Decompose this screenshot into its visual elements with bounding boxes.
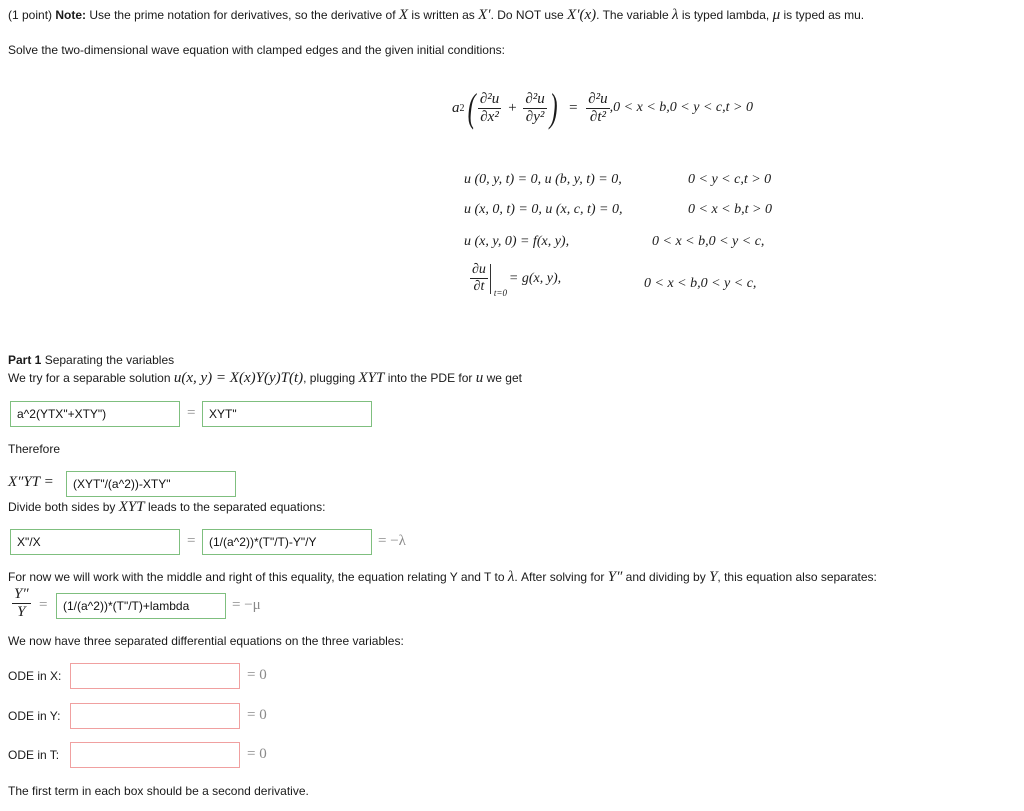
row2-label: X″YT = — [8, 474, 54, 490]
math-u: u — [475, 370, 484, 386]
equals-minus-lambda: = −λ — [378, 533, 406, 549]
three-odes-text: We now have three separated differential equations on the three variables: — [8, 634, 404, 648]
ode-t-input[interactable] — [70, 742, 240, 768]
equals-sign: = — [187, 405, 196, 421]
ode-t-eq: = 0 — [247, 746, 267, 762]
note-text-a: Use the prime notation for derivatives, so the derivative of — [89, 8, 396, 22]
part1-title: Part 1 — [8, 353, 42, 367]
note-text-b: is written as — [411, 8, 475, 22]
pde-right-input[interactable]: XYT" — [202, 401, 372, 427]
math-lambda: λ — [671, 7, 679, 23]
divide-text-b: leads to the separated equations: — [147, 500, 326, 514]
pde-a: a — [452, 99, 460, 116]
ic-1-domain: 0 < x < b,0 < y < c, — [652, 234, 765, 249]
equals-minus-mu: = −μ — [232, 597, 261, 613]
ic-1: u (x, y, 0) = f(x, y), — [464, 234, 570, 249]
ic-2 — [470, 262, 562, 298]
math-xyt: XYT — [358, 370, 385, 386]
left-paren: ( — [467, 85, 476, 130]
frac-num: ∂²u — [588, 90, 608, 107]
ode-x-input[interactable] — [70, 663, 240, 689]
math-xprime-x: X′(x) — [567, 7, 597, 23]
ode-y-eq: = 0 — [247, 707, 267, 723]
divide-line — [8, 499, 325, 516]
intro-text: Solve the two-dimensional wave equation with clamped edges and the given initial conditions: — [8, 43, 505, 57]
math-ypp: Y″ — [607, 569, 623, 585]
frac-num: ∂²u — [525, 90, 545, 107]
note-text-c: . Do NOT use — [490, 8, 564, 22]
bc-1-domain: 0 < y < c,t > 0 — [688, 172, 772, 187]
bc-2-domain: 0 < x < b,t > 0 — [688, 202, 772, 217]
ic-2-eq: = g(x, y), — [508, 270, 562, 286]
frac-den: ∂t — [470, 278, 488, 295]
text-a: We try for a separable solution — [8, 371, 171, 385]
fornow-line — [8, 569, 877, 586]
pde-eq: = — [568, 99, 579, 116]
pde-plus: + — [507, 99, 518, 116]
frac-den: ∂x² — [478, 108, 501, 126]
note-text-f: is typed as mu. — [783, 8, 865, 22]
pde-sq: 2 — [459, 102, 465, 114]
frac-uxx — [478, 91, 501, 126]
note-label: Note: — [55, 8, 87, 22]
math-mu: μ — [772, 7, 781, 23]
separated-middle-input[interactable]: (1/(a^2))*(T"/T)-Y"/Y — [202, 529, 372, 555]
math-y: Y — [709, 569, 718, 585]
x-double-prime-input[interactable]: (XYT"/(a^2))-XTY" — [66, 471, 236, 497]
ode-x-label: ODE in X: — [8, 669, 62, 683]
math-lambda: λ — [507, 569, 515, 585]
part1-subtitle: Separating the variables — [44, 353, 175, 367]
separable-line — [8, 370, 522, 387]
frac-uyy — [523, 91, 546, 126]
frac-den: ∂t² — [586, 108, 609, 126]
frac-utt — [586, 91, 609, 126]
equals-sign: = — [39, 597, 48, 613]
fornow-text-d: , this equation also separates: — [717, 570, 877, 584]
note-text-e: is typed lambda, — [681, 8, 770, 22]
text-c: into the PDE for — [387, 371, 473, 385]
pde-left-input[interactable]: a^2(YTX"+XTY") — [10, 401, 180, 427]
right-paren: ) — [549, 85, 558, 130]
separated-left-input[interactable]: X"/X — [10, 529, 180, 555]
math-xprime: X′ — [478, 7, 491, 23]
ode-t-label: ODE in T: — [8, 748, 60, 762]
frac-num: Y″ — [14, 586, 29, 602]
equals-sign: = — [187, 533, 196, 549]
note-text-d: . The variable — [596, 8, 669, 22]
text-b: , plugging — [303, 371, 356, 385]
ode-y-input[interactable] — [70, 703, 240, 729]
frac-ut — [470, 262, 488, 295]
frac-num: ∂u — [472, 262, 486, 277]
ode-y-label: ODE in Y: — [8, 709, 61, 723]
fornow-text-a: For now we will work with the middle and right of this equality, the equation relating Y and T to — [8, 570, 505, 584]
fornow-text-b: . After solving for — [514, 570, 605, 584]
eval-bar — [490, 264, 509, 298]
frac-ypp-y — [12, 586, 31, 621]
ode-x-eq: = 0 — [247, 667, 267, 683]
frac-den: Y — [12, 603, 31, 621]
fornow-text-c: and dividing by — [625, 570, 706, 584]
therefore-text: Therefore — [8, 442, 61, 456]
frac-y-over-y — [12, 586, 31, 621]
pde-domain: ,0 < x < b,0 < y < c,t > 0 — [609, 100, 753, 115]
math-x: X — [398, 7, 409, 23]
points-label: (1 point) — [8, 8, 53, 22]
footer-text: The first term in each box should be a second derivative. — [8, 784, 309, 798]
bc-2: u (x, 0, t) = 0, u (x, c, t) = 0, — [464, 202, 623, 217]
frac-num: ∂²u — [479, 90, 500, 107]
bc-1: u (0, y, t) = 0, u (b, y, t) = 0, — [464, 172, 622, 187]
eval-sub: t=0 — [493, 287, 507, 298]
ic-2-domain: 0 < x < b,0 < y < c, — [644, 276, 757, 291]
math-solution: u(x, y) = X(x)Y(y)T(t) — [173, 370, 304, 386]
divide-text-a: Divide both sides by — [8, 500, 116, 514]
text-d: we get — [486, 371, 522, 385]
math-xyt: XYT — [118, 499, 145, 515]
wave-equation — [452, 85, 753, 130]
note-line — [8, 7, 864, 24]
y-separated-input[interactable]: (1/(a^2))*(T"/T)+lambda — [56, 593, 226, 619]
part1-heading — [8, 353, 174, 367]
frac-den: ∂y² — [523, 108, 546, 126]
